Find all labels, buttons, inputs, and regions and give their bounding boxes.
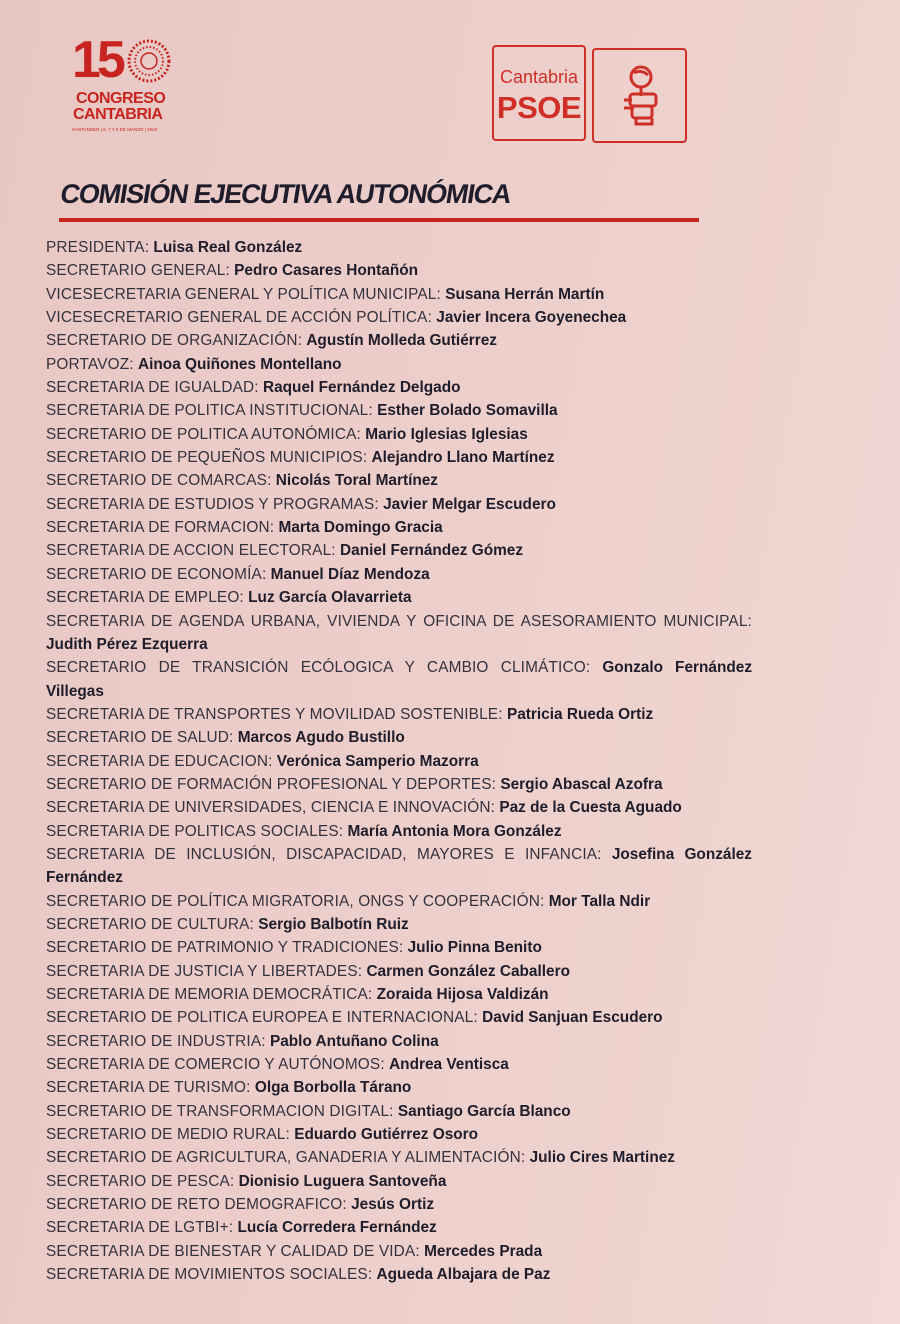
role-label: SECRETARIA DE TRANSPORTES Y MOVILIDAD SOSTENIBLE: <box>46 705 503 723</box>
role-label: SECRETARIO DE PESCA: <box>46 1172 235 1190</box>
member-name: Daniel Fernández Gómez <box>340 542 524 560</box>
list-item <box>46 1216 752 1239</box>
member-name: Manuel Díaz Mendoza <box>270 565 430 583</box>
list-item <box>46 796 752 819</box>
member-name: Olga Borbolla Tárano <box>254 1079 412 1097</box>
role-label: SECRETARIO DE SALUD: <box>46 729 234 747</box>
member-name: Pedro Casares Hontañón <box>234 262 419 280</box>
role-label: SECRETARIO DE POLÍTICA MIGRATORIA, ONGS Y COOPERACIÓN: <box>46 892 545 910</box>
rose-in-fist-icon <box>592 48 687 143</box>
role-label: SECRETARIA DE BIENESTAR Y CALIDAD DE VIDA: <box>46 1242 420 1260</box>
member-name: Judith Pérez Ezquerra <box>46 635 208 653</box>
member-name: Patricia Rueda Ortiz <box>506 705 654 723</box>
list-item <box>46 1123 752 1146</box>
member-name: Pablo Antuñano Colina <box>269 1032 439 1050</box>
list-item <box>46 423 752 446</box>
member-name: Mor Talla Ndir <box>548 892 651 910</box>
list-item <box>46 1146 752 1169</box>
member-name: Andrea Ventisca <box>389 1056 509 1074</box>
role-label: SECRETARIA DE FORMACION: <box>46 519 275 537</box>
role-label: SECRETARIO DE RETO DEMOGRAFICO: <box>46 1196 347 1214</box>
member-name: Luisa Real González <box>153 239 303 256</box>
role-label: SECRETARIO DE COMARCAS: <box>46 472 272 490</box>
member-name: Mercedes Prada <box>424 1242 543 1260</box>
member-name: Sergio Balbotín Ruiz <box>258 915 409 933</box>
member-name: Ainoa Quiñones Montellano <box>138 355 342 373</box>
member-name: Agueda Albajara de Paz <box>376 1266 551 1284</box>
role-label: SECRETARIO DE FORMACIÓN PROFESIONAL Y DEPORTES: <box>46 775 497 793</box>
member-name: Julio Pinna Benito <box>407 939 542 957</box>
congress-line2: CANTABRIA <box>73 106 163 123</box>
list-item <box>46 983 752 1006</box>
role-label: SECRETARIO DE TRANSFORMACION DIGITAL: <box>46 1102 394 1120</box>
role-label: SECRETARIO DE TRANSICIÓN ECÓLOGICA Y CAMBIO CLIMÁTICO: <box>46 659 591 677</box>
member-name: Marta Domingo Gracia <box>278 519 443 537</box>
member-name: Alejandro Llano Martínez <box>371 449 555 467</box>
member-name: Javier Incera Goyenechea <box>436 309 627 327</box>
list-item <box>46 236 752 259</box>
role-label: SECRETARIA DE POLITICAS SOCIALES: <box>46 822 344 840</box>
role-label: VICESECRETARIA GENERAL Y POLÍTICA MUNICIPAL: <box>46 285 441 303</box>
list-item <box>46 936 752 959</box>
role-label: SECRETARIA DE AGENDA URBANA, VIVIENDA Y OFICINA DE ASESORAMIENTO MUNICIPAL: <box>46 612 752 630</box>
list-item <box>46 399 752 422</box>
role-label: SECRETARIO DE INDUSTRIA: <box>46 1032 266 1050</box>
role-label: SECRETARIO DE POLITICA AUTONÓMICA: <box>46 425 361 443</box>
member-name: Zoraida Hijosa Valdizán <box>376 986 549 1003</box>
list-item <box>46 703 752 726</box>
member-name: Josefina González Fernández <box>46 845 753 887</box>
member-name: Carmen González Caballero <box>366 962 570 980</box>
role-label: SECRETARIO DE ORGANIZACIÓN: <box>46 332 303 350</box>
role-label: SECRETARIO DE PEQUEÑOS MUNICIPIOS: <box>46 449 368 467</box>
page-title: COMISIÓN EJECUTIVA AUTONÓMICA <box>58 179 513 209</box>
list-item <box>46 656 752 703</box>
member-name: Luz García Olavarrieta <box>248 589 412 607</box>
list-item <box>46 1030 752 1053</box>
list-item <box>46 1006 752 1029</box>
member-name: Eduardo Gutiérrez Osoro <box>294 1126 479 1144</box>
list-item <box>46 843 752 890</box>
list-item <box>46 376 752 399</box>
psoe-logo-text <box>492 45 586 141</box>
role-label: PORTAVOZ: <box>46 355 134 373</box>
title-underline <box>59 218 699 222</box>
member-name: David Sanjuan Escudero <box>482 1009 663 1027</box>
role-label: SECRETARIA DE JUSTICIA Y LIBERTADES: <box>46 962 363 980</box>
member-name: María Antonia Mora González <box>347 822 562 840</box>
list-item <box>46 960 752 983</box>
role-label: SECRETARIA DE TURISMO: <box>46 1079 251 1097</box>
list-item <box>46 283 752 306</box>
role-label: SECRETARIA DE UNIVERSIDADES, CIENCIA E INNOVACIÓN: <box>46 799 496 817</box>
list-item <box>46 493 752 516</box>
member-name: Esther Bolado Somavilla <box>377 402 558 420</box>
role-label: SECRETARIA DE EMPLEO: <box>46 589 244 607</box>
role-label: SECRETARIA DE POLITICA INSTITUCIONAL: <box>46 402 373 420</box>
list-item <box>46 1053 752 1076</box>
congress-ring-icon <box>126 36 172 86</box>
list-item <box>46 913 752 936</box>
list-item <box>46 306 752 329</box>
list-item <box>46 820 752 843</box>
congress-line1: CONGRESO <box>76 90 166 107</box>
congress-logo <box>70 32 170 136</box>
list-item <box>46 1100 752 1123</box>
member-name: Marcos Agudo Bustillo <box>237 729 405 747</box>
member-name: Sergio Abascal Azofra <box>500 775 663 793</box>
role-label: SECRETARIO DE POLITICA EUROPEA E INTERNACIONAL: <box>46 1009 478 1027</box>
list-item <box>46 610 752 657</box>
member-name: Lucía Corredera Fernández <box>237 1219 437 1237</box>
list-item <box>46 329 752 352</box>
committee-list <box>46 236 752 1286</box>
member-name: Julio Cires Martinez <box>529 1149 675 1167</box>
congress-small-text: SANTANDER | 6, 7 Y 8 DE MARZO | 2020 <box>72 127 158 132</box>
member-name: Verónica Samperio Mazorra <box>276 752 479 770</box>
list-item <box>46 1170 752 1193</box>
role-label: SECRETARIA DE MEMORIA DEMOCRÁTICA: <box>46 986 373 1003</box>
list-item <box>46 1193 752 1216</box>
role-label: SECRETARIO DE MEDIO RURAL: <box>46 1126 290 1144</box>
role-label: VICESECRETARIO GENERAL DE ACCIÓN POLÍTICA: <box>46 309 433 327</box>
role-label: SECRETARIA DE MOVIMIENTOS SOCIALES: <box>46 1266 373 1284</box>
role-label: SECRETARIA DE ESTUDIOS Y PROGRAMAS: <box>46 495 379 513</box>
list-item <box>46 773 752 796</box>
member-name: Jesús Ortiz <box>351 1196 435 1214</box>
member-name: Santiago García Blanco <box>397 1102 571 1120</box>
rose-icon <box>616 64 666 126</box>
role-label: SECRETARIA DE ACCION ELECTORAL: <box>46 542 336 560</box>
member-name: Javier Melgar Escudero <box>383 495 556 513</box>
list-item <box>46 1240 752 1263</box>
list-item <box>46 750 752 773</box>
list-item <box>46 890 752 913</box>
member-name: Raquel Fernández Delgado <box>262 379 461 397</box>
role-label: SECRETARIA DE INCLUSIÓN, DISCAPACIDAD, MAYORES E INFANCIA: <box>46 845 602 863</box>
congress-number: 15 <box>72 31 122 89</box>
list-item <box>46 726 752 749</box>
list-item <box>46 353 752 376</box>
list-item <box>46 586 752 609</box>
psoe-region: Cantabria <box>499 67 579 87</box>
psoe-name: PSOE <box>496 90 582 125</box>
list-item <box>46 1263 752 1286</box>
list-item <box>46 469 752 492</box>
role-label: SECRETARIO DE CULTURA: <box>46 915 254 933</box>
list-item <box>46 539 752 562</box>
list-item <box>46 516 752 539</box>
member-name: Gonzalo Fernández Villegas <box>46 659 753 700</box>
member-name: Susana Herrán Martín <box>445 285 605 303</box>
role-label: SECRETARIO DE ECONOMÍA: <box>46 565 267 583</box>
role-label: SECRETARIO DE PATRIMONIO Y TRADICIONES: <box>46 939 404 957</box>
list-item <box>46 1076 752 1099</box>
role-label: SECRETARIA DE LGTBI+: <box>46 1219 234 1237</box>
list-item <box>46 563 752 586</box>
list-item <box>46 259 752 282</box>
role-label: SECRETARIA DE IGUALDAD: <box>46 379 259 397</box>
role-label: SECRETARIA DE EDUCACION: <box>46 752 273 770</box>
role-label: SECRETARIA DE COMERCIO Y AUTÓNOMOS: <box>46 1056 385 1074</box>
member-name: Dionisio Luguera Santoveña <box>238 1172 447 1190</box>
member-name: Nicolás Toral Martínez <box>275 472 439 490</box>
member-name: Agustín Molleda Gutiérrez <box>306 332 498 350</box>
member-name: Paz de la Cuesta Aguado <box>499 799 682 817</box>
role-label: PRESIDENTA: <box>46 239 150 256</box>
member-name: Mario Iglesias Iglesias <box>365 425 528 443</box>
role-label: SECRETARIO DE AGRICULTURA, GANADERIA Y ALIMENTACIÓN: <box>46 1149 526 1167</box>
role-label: SECRETARIO GENERAL: <box>46 262 230 280</box>
list-item <box>46 446 752 469</box>
